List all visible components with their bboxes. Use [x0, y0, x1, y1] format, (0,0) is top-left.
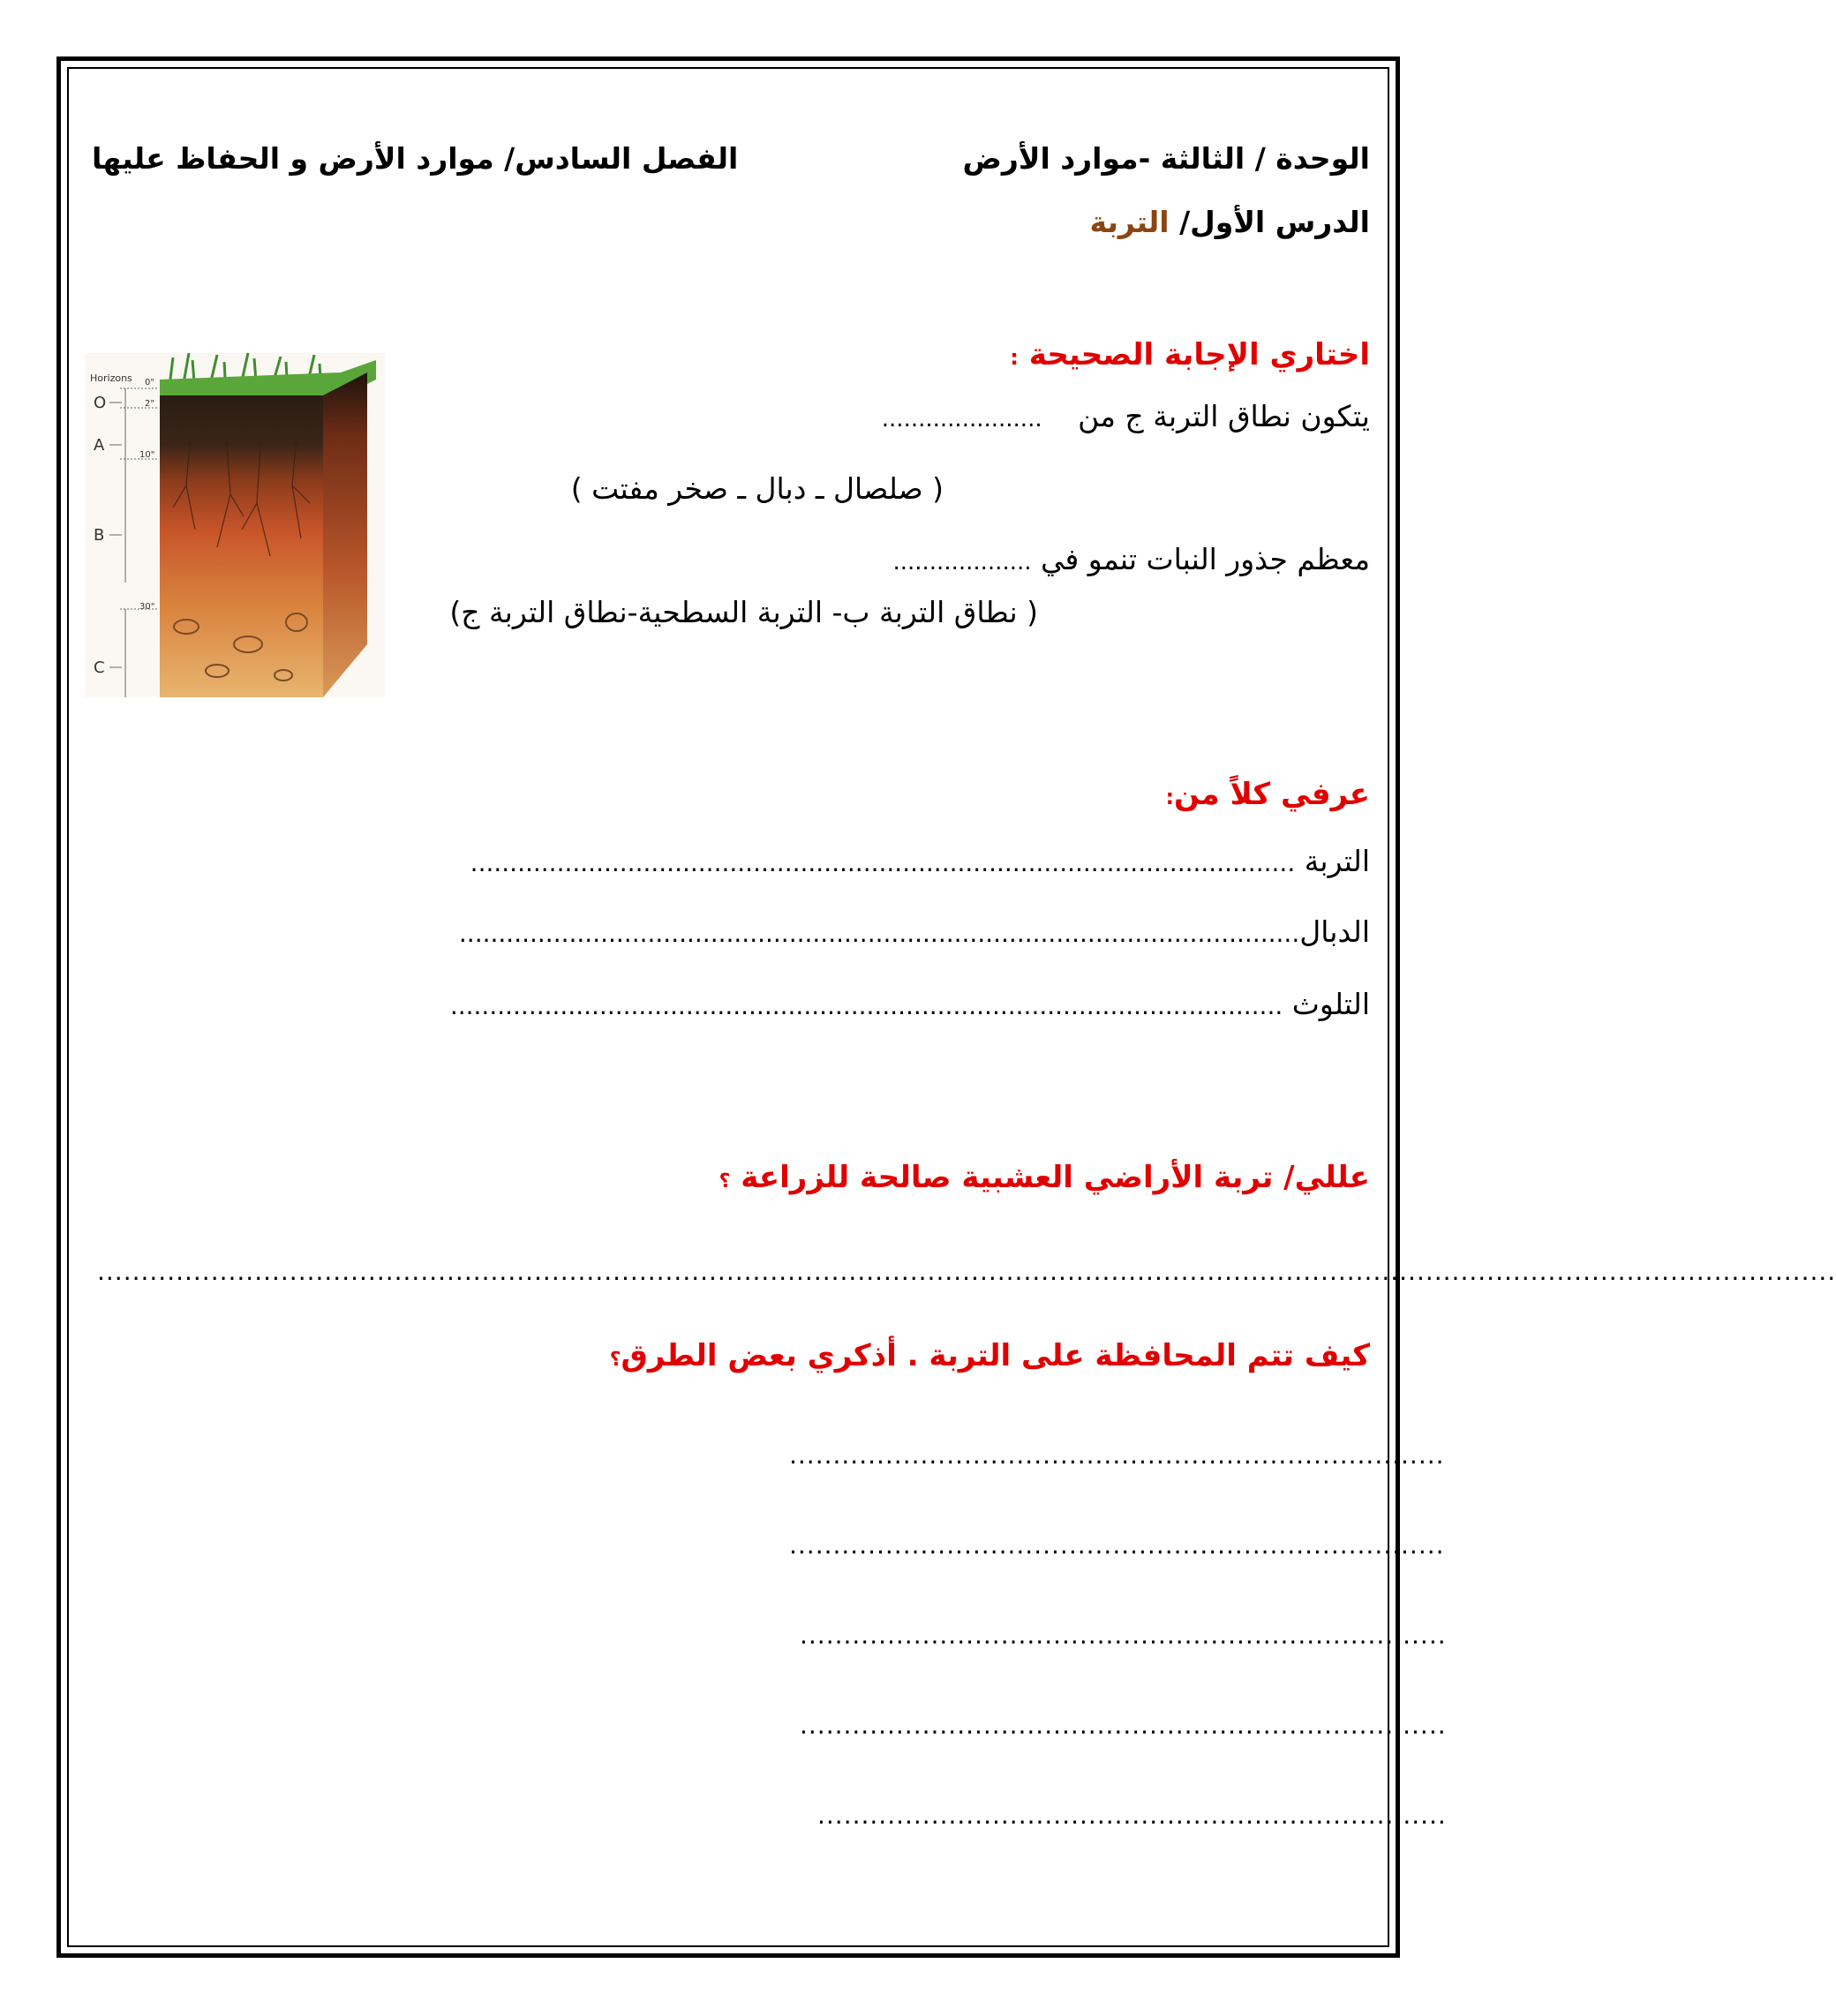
q1-item1 [882, 399, 1370, 433]
q4-title-mark: ؟ [609, 1349, 621, 1371]
q2-term-humus-blank[interactable]: ........................................................................................................... [458, 919, 1300, 948]
q4-answer-line[interactable]: ........................................................................... [789, 1531, 1445, 1560]
q2-term-pollution-blank[interactable]: .......................................................................................................... [449, 991, 1283, 1020]
q1-item1-text: يتكون نطاق التربة ج من [1078, 399, 1370, 433]
q4-answer-line[interactable]: .......................................................................... [800, 1711, 1447, 1740]
horizon-b: B [94, 526, 105, 545]
q2-term-soil [470, 844, 1370, 878]
q1-title-colon: : [1010, 345, 1019, 370]
q1-title-text: اختاري الإجابة الصحيحة [1028, 337, 1370, 372]
q2-term-humus [459, 914, 1370, 949]
q1-item1-options: ( صلصال ـ دبال ـ صخر مفتت ) [570, 471, 944, 506]
q2-term-humus-label: الدبال [1299, 914, 1370, 949]
q2-title-colon: : [1165, 785, 1175, 809]
horizon-a: A [94, 436, 105, 455]
unit-heading: الوحدة / الثالثة -موارد الأرض [962, 141, 1370, 176]
q4-title-text: كيف تتم المحافظة على التربة . أذكري بعض الطرق [621, 1338, 1370, 1373]
lesson-title: التربة [1089, 205, 1170, 239]
q3-answer-line[interactable]: ....................................................................................................................................................................................................... [97, 1257, 1836, 1286]
q1-item1-blank[interactable]: ...................... [881, 406, 1042, 433]
horizon-c: C [94, 658, 105, 677]
q3-title-text: عللي/ تربة الأراضي العشبية صالحة للزراعة [741, 1160, 1370, 1195]
q2-term-soil-label: التربة [1304, 844, 1370, 878]
q1-item2-text: معظم جذور النبات تنمو في [1041, 542, 1370, 576]
q2-title-text: عرفي كلاً من [1174, 777, 1370, 812]
depth-0: 0" [145, 378, 154, 387]
depth-10: 10" [139, 450, 155, 460]
q2-term-pollution-label: التلوث [1291, 987, 1370, 1021]
q4-answer-line[interactable]: ........................................................................ [817, 1801, 1447, 1830]
q3-title [719, 1160, 1370, 1195]
q1-item2 [892, 542, 1370, 576]
q1-title [1010, 337, 1370, 372]
lesson-prefix: الدرس الأول/ [1179, 205, 1370, 239]
q3-title-mark: ؟ [719, 1170, 731, 1192]
q2-title [1165, 777, 1370, 812]
q1-item2-options: ( نطاق التربة ب- التربة السطحية-نطاق التربة ج) [449, 595, 1038, 629]
q4-answer-line[interactable]: .......................................................................... [800, 1621, 1447, 1650]
horizons-label: Horizons [90, 372, 132, 384]
soil-profile-illustration [85, 353, 385, 697]
depth-2: 2" [145, 399, 154, 409]
chapter-heading: الفصل السادس/ موارد الأرض و الحفاظ عليها [92, 141, 739, 176]
q4-title [610, 1338, 1370, 1373]
horizon-o: O [94, 394, 107, 412]
depth-30: 30" [139, 602, 155, 612]
q1-item2-blank[interactable]: ................... [892, 549, 1032, 575]
lesson-heading [1090, 205, 1370, 239]
q2-term-soil-blank[interactable]: ......................................................................................................... [470, 848, 1296, 877]
q2-term-pollution [450, 987, 1370, 1021]
q4-answer-line[interactable]: ........................................................................... [789, 1441, 1445, 1470]
